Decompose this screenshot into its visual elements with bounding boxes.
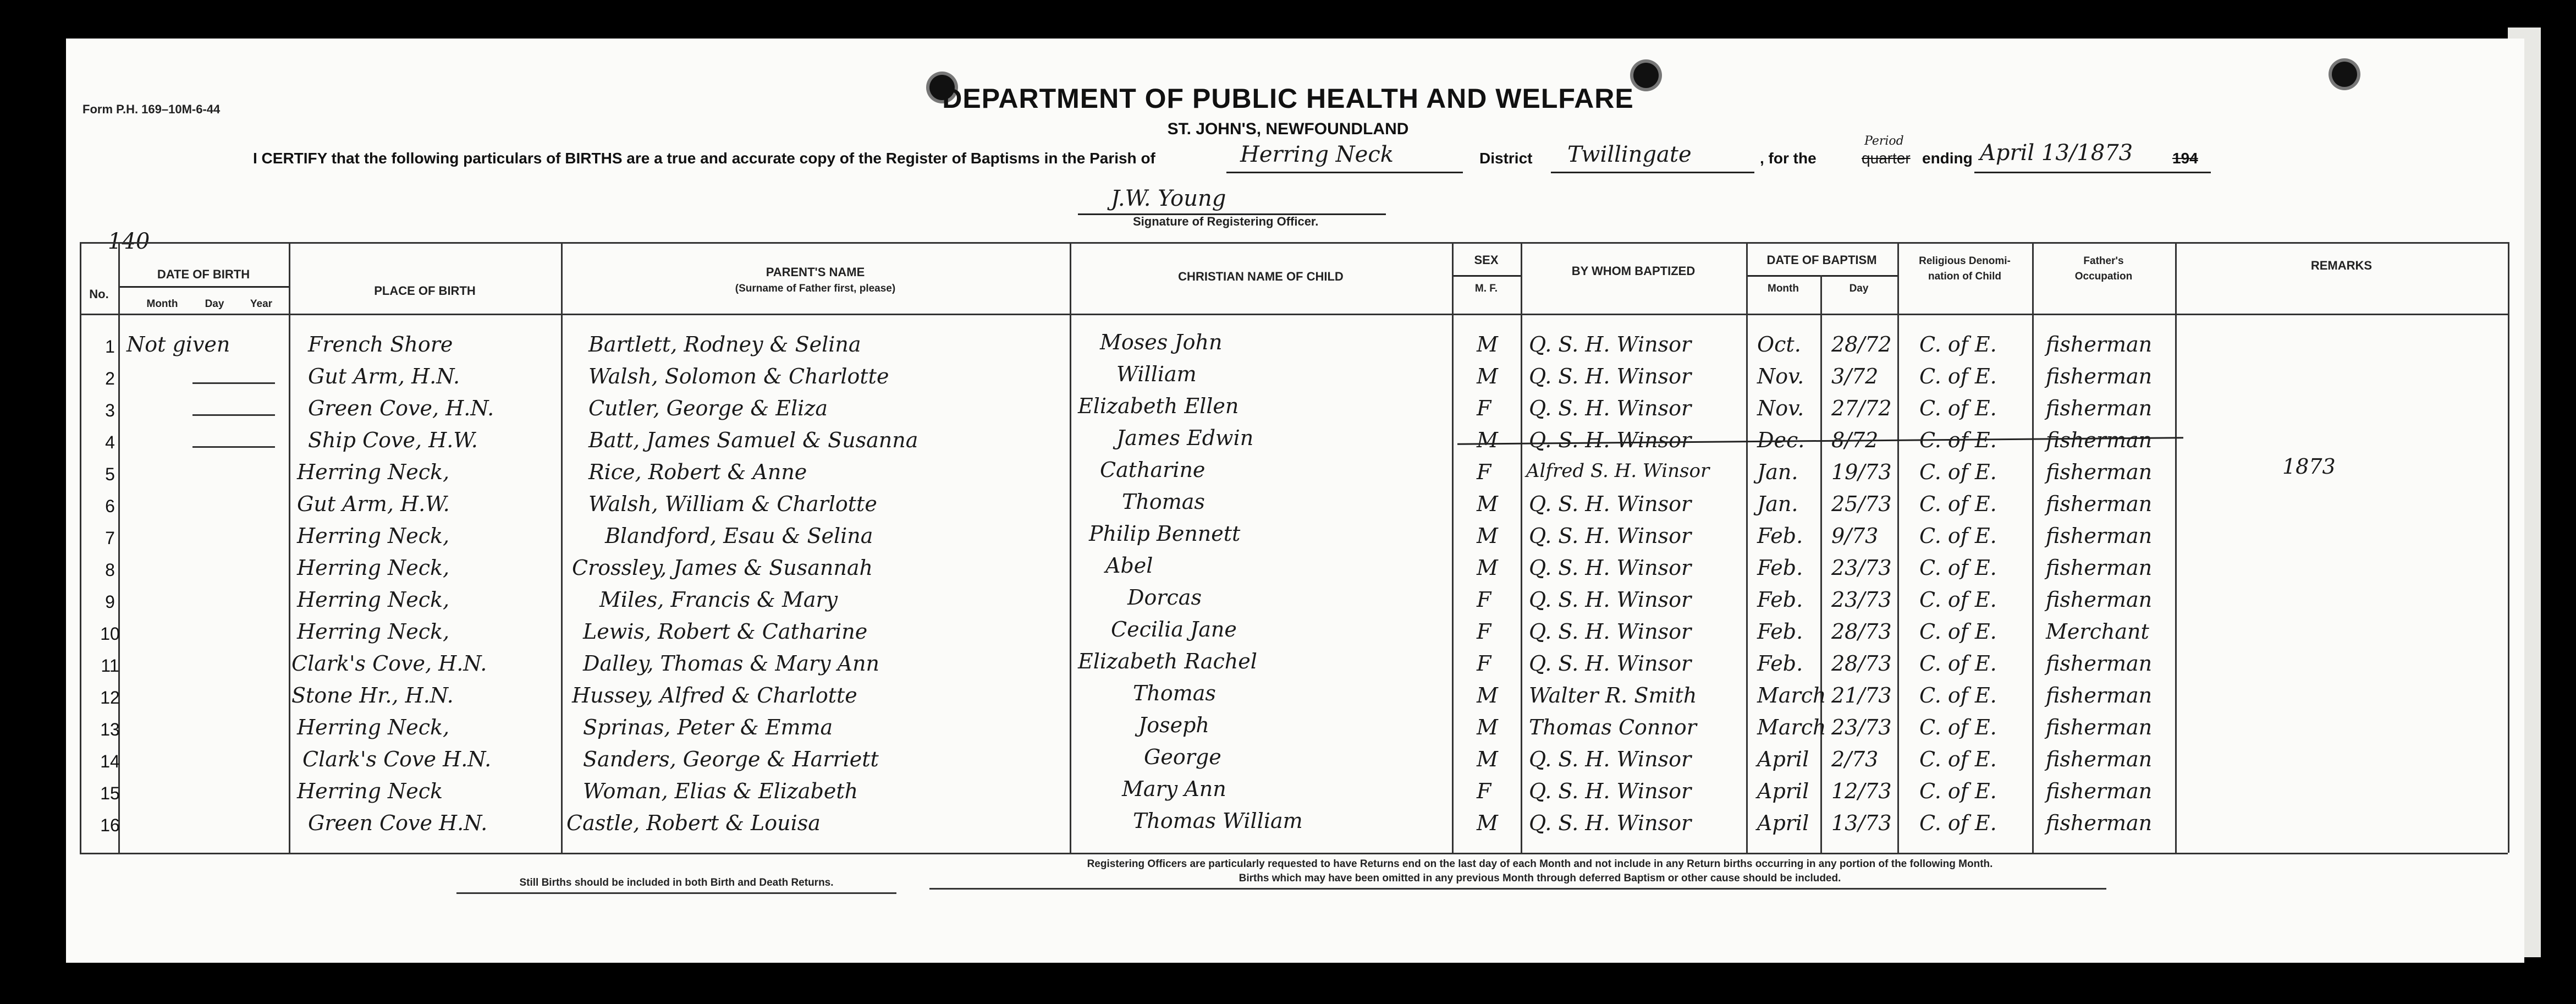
period-value: Period bbox=[1864, 134, 1904, 148]
baptized-by-cell: Alfred S. H. Winsor bbox=[1526, 460, 1710, 482]
margin-note: 140 bbox=[108, 229, 150, 254]
sex-cell: F bbox=[1477, 651, 1491, 676]
parents-cell: Lewis, Robert & Catharine bbox=[583, 619, 868, 644]
place-cell: Gut Arm, H.W. bbox=[297, 492, 450, 516]
place-cell: Herring Neck, bbox=[297, 588, 450, 612]
baptized-by-cell: Walter R. Smith bbox=[1529, 683, 1697, 707]
dob-cell: Not given bbox=[126, 332, 230, 356]
religion-cell: C. of E. bbox=[1919, 396, 1997, 420]
place-cell: Herring Neck, bbox=[297, 524, 450, 548]
baptism-month-cell: April bbox=[1757, 779, 1809, 803]
header-no: No. bbox=[89, 287, 109, 301]
baptized-by-cell: Q. S. H. Winsor bbox=[1529, 332, 1692, 356]
religion-cell: C. of E. bbox=[1919, 364, 1997, 388]
child-name-cell: Elizabeth Ellen bbox=[1078, 394, 1239, 418]
religion-cell: C. of E. bbox=[1919, 492, 1997, 516]
header-date-of-baptism: DATE OF BAPTISM bbox=[1766, 253, 1877, 267]
religion-cell: C. of E. bbox=[1919, 651, 1997, 676]
baptism-month-cell: April bbox=[1757, 811, 1809, 835]
baptized-by-cell: Q. S. H. Winsor bbox=[1529, 651, 1692, 676]
row-number: 15 bbox=[100, 783, 120, 803]
form-number: Form P.H. 169–10M-6-44 bbox=[82, 102, 221, 116]
header-dob-day: Day bbox=[205, 298, 224, 310]
religion-cell: C. of E. bbox=[1919, 747, 1997, 771]
baptism-month-cell: Nov. bbox=[1757, 364, 1804, 388]
row-number: 2 bbox=[105, 369, 115, 388]
table-bottom-border bbox=[80, 853, 2508, 854]
col-line bbox=[1452, 242, 1454, 853]
parish-underline bbox=[1226, 172, 1463, 173]
sex-cell: M bbox=[1477, 364, 1498, 388]
instructions-line-1: Registering Officers are particularly requested to have Returns end on the last day of each Month and not include in any Return births occurring in any portion of the following Month. bbox=[1087, 858, 1993, 870]
instructions-line-2: Births which may have been omitted in any previous Month through deferred Baptism or other cause should be included. bbox=[1239, 873, 1841, 884]
baptized-by-cell: Q. S. H. Winsor bbox=[1529, 556, 1692, 580]
baptized-by-cell: Q. S. H. Winsor bbox=[1529, 428, 1692, 452]
child-name-cell: Thomas bbox=[1122, 490, 1205, 514]
occupation-cell: fisherman bbox=[2046, 683, 2153, 707]
ending-label: ending bbox=[1922, 150, 1973, 167]
sex-cell: F bbox=[1477, 396, 1491, 420]
occupation-cell: fisherman bbox=[2046, 811, 2153, 835]
header-religion-1: Religious Denomi- bbox=[1919, 255, 2011, 267]
child-name-cell: Abel bbox=[1105, 553, 1153, 578]
parents-cell: Rice, Robert & Anne bbox=[588, 460, 807, 484]
religion-cell: C. of E. bbox=[1919, 460, 1997, 484]
child-name-cell: Joseph bbox=[1138, 713, 1209, 737]
religion-cell: C. of E. bbox=[1919, 779, 1997, 803]
baptism-month-cell: Feb. bbox=[1757, 588, 1803, 612]
place-cell: Ship Cove, H.W. bbox=[308, 428, 478, 452]
parish-value: Herring Neck bbox=[1240, 142, 1394, 167]
child-name-cell: James Edwin bbox=[1116, 426, 1254, 450]
row-number: 4 bbox=[105, 432, 115, 452]
sex-cell: M bbox=[1477, 492, 1498, 516]
occupation-cell: fisherman bbox=[2046, 651, 2153, 676]
row-number: 13 bbox=[100, 720, 120, 739]
parents-cell: Dalley, Thomas & Mary Ann bbox=[583, 651, 880, 676]
occupation-cell: fisherman bbox=[2046, 556, 2153, 580]
still-births-underline bbox=[456, 892, 896, 894]
baptism-day-cell: 12/73 bbox=[1831, 779, 1892, 803]
col-line bbox=[2032, 242, 2034, 853]
header-bottom-border bbox=[80, 314, 2508, 315]
parents-cell: Walsh, William & Charlotte bbox=[588, 492, 877, 516]
religion-cell: C. of E. bbox=[1919, 524, 1997, 548]
place-cell: Herring Neck, bbox=[297, 619, 450, 644]
religion-cell: C. of E. bbox=[1919, 811, 1997, 835]
religion-cell: C. of E. bbox=[1919, 619, 1997, 644]
department-subtitle: ST. JOHN'S, NEWFOUNDLAND bbox=[1167, 120, 1409, 138]
place-cell: Gut Arm, H.N. bbox=[308, 364, 460, 388]
religion-cell: C. of E. bbox=[1919, 588, 1997, 612]
baptism-month-cell: Jan. bbox=[1757, 460, 1798, 484]
sex-cell: F bbox=[1477, 779, 1491, 803]
header-parents-name-sub: (Surname of Father first, please) bbox=[735, 283, 896, 294]
header-sex-sub: M. F. bbox=[1474, 283, 1498, 294]
occupation-cell: fisherman bbox=[2046, 396, 2153, 420]
col-line bbox=[1521, 242, 1522, 853]
table-top-border bbox=[80, 242, 2508, 244]
religion-cell: C. of E. bbox=[1919, 715, 1997, 739]
baptism-month-cell: Feb. bbox=[1757, 524, 1803, 548]
baptism-day-cell: 21/73 bbox=[1831, 683, 1892, 707]
district-underline bbox=[1551, 172, 1754, 173]
col-line bbox=[1070, 242, 1071, 853]
header-occupation-1: Father's bbox=[2083, 255, 2124, 267]
baptism-month-cell: Feb. bbox=[1757, 556, 1803, 580]
parents-cell: Woman, Elias & Elizabeth bbox=[583, 779, 858, 803]
header-occupation-2: Occupation bbox=[2074, 271, 2133, 282]
occupation-cell: fisherman bbox=[2046, 524, 2153, 548]
header-place-of-birth: PLACE OF BIRTH bbox=[374, 284, 476, 298]
district-value: Twillingate bbox=[1567, 142, 1692, 167]
sex-cell: M bbox=[1477, 428, 1498, 452]
for-the-label: , for the bbox=[1760, 150, 1817, 167]
baptism-day-cell: 3/72 bbox=[1831, 364, 1879, 388]
parents-cell: Sprinas, Peter & Emma bbox=[583, 715, 833, 739]
child-name-cell: Moses John bbox=[1100, 330, 1223, 354]
baptized-by-cell: Thomas Connor bbox=[1529, 715, 1697, 739]
place-cell: Herring Neck bbox=[297, 779, 443, 803]
header-dob-month: Month bbox=[146, 298, 178, 310]
parents-cell: Walsh, Solomon & Charlotte bbox=[588, 364, 889, 388]
baptized-by-cell: Q. S. H. Winsor bbox=[1529, 588, 1692, 612]
baptism-day-cell: 25/73 bbox=[1831, 492, 1892, 516]
baptism-day-cell: 28/73 bbox=[1831, 651, 1892, 676]
still-births-note: Still Births should be included in both Birth and Death Returns. bbox=[519, 877, 834, 888]
baptized-by-cell: Q. S. H. Winsor bbox=[1529, 747, 1692, 771]
religion-cell: C. of E. bbox=[1919, 332, 1997, 356]
baptism-month-cell: March bbox=[1757, 715, 1826, 739]
col-line bbox=[561, 242, 563, 853]
baptism-day-cell: 28/73 bbox=[1831, 619, 1892, 644]
registering-officer-signature: J.W. Young bbox=[1111, 186, 1226, 211]
sex-cell: F bbox=[1477, 619, 1491, 644]
baptism-day-cell: 2/73 bbox=[1831, 747, 1879, 771]
certification-part1: I CERTIFY that the following particulars of BIRTHS are a true and accurate copy of the Register of Baptisms in the Parish of bbox=[253, 150, 1155, 167]
religion-cell: C. of E. bbox=[1919, 683, 1997, 707]
baptism-day-cell: 19/73 bbox=[1831, 460, 1892, 484]
row-number: 12 bbox=[100, 688, 120, 707]
baptism-day-cell: 23/73 bbox=[1831, 588, 1892, 612]
header-baptized-by: BY WHOM BAPTIZED bbox=[1571, 264, 1696, 278]
sex-cell: M bbox=[1477, 332, 1498, 356]
header-dob-year: Year bbox=[250, 298, 273, 310]
row-number: 11 bbox=[101, 656, 119, 676]
col-line bbox=[1820, 275, 1822, 853]
baptism-month-cell: Nov. bbox=[1757, 396, 1804, 420]
col-line bbox=[1746, 242, 1748, 853]
occupation-cell: fisherman bbox=[2046, 428, 2153, 452]
sex-cell: M bbox=[1477, 556, 1498, 580]
certification-text bbox=[253, 150, 1155, 167]
occupation-cell: fisherman bbox=[2046, 715, 2153, 739]
child-name-cell: Philip Bennett bbox=[1089, 522, 1241, 546]
baptized-by-cell: Q. S. H. Winsor bbox=[1529, 492, 1692, 516]
child-name-cell: William bbox=[1116, 362, 1197, 386]
col-line bbox=[2175, 242, 2177, 853]
baptism-day-cell: 8/72 bbox=[1831, 428, 1879, 452]
baptism-month-cell: Jan. bbox=[1757, 492, 1798, 516]
row-number: 1 bbox=[105, 337, 115, 356]
sex-cell: M bbox=[1477, 524, 1498, 548]
place-cell: Herring Neck, bbox=[297, 460, 450, 484]
baptism-day-cell: 28/72 bbox=[1831, 332, 1892, 356]
header-christian-name: CHRISTIAN NAME OF CHILD bbox=[1178, 270, 1344, 283]
dob-dash bbox=[192, 414, 275, 416]
occupation-cell: Merchant bbox=[2046, 619, 2149, 644]
col-line bbox=[1897, 242, 1899, 853]
sex-subheader-line bbox=[1452, 275, 1521, 277]
remarks-cell: 1873 bbox=[2282, 454, 2336, 479]
baptism-month-cell: Oct. bbox=[1757, 332, 1801, 356]
row-number: 3 bbox=[105, 400, 115, 420]
parents-cell: Cutler, George & Eliza bbox=[588, 396, 828, 420]
col-line bbox=[80, 242, 81, 853]
header-remarks: REMARKS bbox=[2310, 259, 2373, 272]
occupation-cell: fisherman bbox=[2046, 492, 2153, 516]
sex-cell: F bbox=[1477, 588, 1491, 612]
child-name-cell: Elizabeth Rachel bbox=[1078, 649, 1257, 673]
child-name-cell: Cecilia Jane bbox=[1111, 617, 1237, 641]
row-number: 14 bbox=[100, 751, 120, 771]
header-sex: SEX bbox=[1474, 253, 1499, 267]
row-number: 5 bbox=[105, 464, 115, 484]
place-cell: Clark's Cove, H.N. bbox=[291, 651, 487, 676]
parents-cell: Hussey, Alfred & Charlotte bbox=[572, 683, 857, 707]
parents-cell: Batt, James Samuel & Susanna bbox=[588, 428, 918, 452]
place-cell: Stone Hr., H.N. bbox=[291, 683, 454, 707]
place-cell: Green Cove H.N. bbox=[308, 811, 488, 835]
row-number: 7 bbox=[105, 528, 115, 548]
district-label: District bbox=[1479, 150, 1533, 167]
ending-underline bbox=[1974, 172, 2211, 173]
header-bap-month: Month bbox=[1768, 283, 1799, 294]
baptized-by-cell: Q. S. H. Winsor bbox=[1529, 364, 1692, 388]
row-number: 6 bbox=[105, 496, 115, 516]
baptism-day-cell: 9/73 bbox=[1831, 524, 1879, 548]
parents-cell: Crossley, James & Susannah bbox=[572, 556, 873, 580]
parents-cell: Bartlett, Rodney & Selina bbox=[588, 332, 861, 356]
parents-cell: Blandford, Esau & Selina bbox=[605, 524, 873, 548]
ending-date-value: April 13/1873 bbox=[1980, 140, 2133, 166]
sex-cell: M bbox=[1477, 683, 1498, 707]
child-name-cell: Thomas William bbox=[1133, 809, 1303, 833]
instructions-underline bbox=[929, 888, 2106, 890]
parents-cell: Miles, Francis & Mary bbox=[599, 588, 838, 612]
baptism-day-cell: 23/73 bbox=[1831, 556, 1892, 580]
signature-label: Signature of Registering Officer. bbox=[1133, 215, 1319, 228]
header-bap-day: Day bbox=[1849, 283, 1869, 294]
parents-cell: Sanders, George & Harriett bbox=[583, 747, 879, 771]
occupation-cell: fisherman bbox=[2046, 747, 2153, 771]
struck-year: 194 bbox=[2172, 150, 2198, 167]
occupation-cell: fisherman bbox=[2046, 364, 2153, 388]
sex-cell: M bbox=[1477, 811, 1498, 835]
occupation-cell: fisherman bbox=[2046, 779, 2153, 803]
row-number: 10 bbox=[100, 624, 120, 644]
place-cell: French Shore bbox=[308, 332, 453, 356]
baptized-by-cell: Q. S. H. Winsor bbox=[1529, 811, 1692, 835]
baptism-month-cell: Feb. bbox=[1757, 651, 1803, 676]
baptized-by-cell: Q. S. H. Winsor bbox=[1529, 396, 1692, 420]
place-cell: Herring Neck, bbox=[297, 556, 450, 580]
place-cell: Green Cove, H.N. bbox=[308, 396, 494, 420]
header-religion-2: nation of Child bbox=[1928, 271, 2001, 282]
baptism-month-cell: March bbox=[1757, 683, 1826, 707]
col-line bbox=[289, 242, 290, 853]
period-struck: quarter bbox=[1862, 150, 1911, 167]
place-cell: Herring Neck, bbox=[297, 715, 450, 739]
child-name-cell: George bbox=[1144, 745, 1221, 769]
sex-cell: M bbox=[1477, 715, 1498, 739]
row-number: 16 bbox=[100, 815, 120, 835]
baptism-month-cell: April bbox=[1757, 747, 1809, 771]
baptism-month-cell: Feb. bbox=[1757, 619, 1803, 644]
religion-cell: C. of E. bbox=[1919, 428, 1997, 452]
dob-dash bbox=[192, 382, 275, 384]
baptism-day-cell: 27/72 bbox=[1831, 396, 1892, 420]
baptized-by-cell: Q. S. H. Winsor bbox=[1529, 524, 1692, 548]
baptism-month-cell: Dec. bbox=[1757, 428, 1805, 452]
religion-cell: C. of E. bbox=[1919, 556, 1997, 580]
place-cell: Clark's Cove H.N. bbox=[302, 747, 492, 771]
child-name-cell: Mary Ann bbox=[1122, 777, 1226, 801]
sex-cell: F bbox=[1477, 460, 1491, 484]
row-number: 9 bbox=[105, 592, 115, 612]
child-name-cell: Catharine bbox=[1100, 458, 1206, 482]
child-name-cell: Dorcas bbox=[1127, 585, 1202, 610]
occupation-cell: fisherman bbox=[2046, 588, 2153, 612]
baptized-by-cell: Q. S. H. Winsor bbox=[1529, 619, 1692, 644]
parents-cell: Castle, Robert & Louisa bbox=[566, 811, 821, 835]
header-parents-name: PARENT'S NAME bbox=[766, 265, 865, 279]
sex-cell: M bbox=[1477, 747, 1498, 771]
row-number: 8 bbox=[105, 560, 115, 580]
occupation-cell: fisherman bbox=[2046, 460, 2153, 484]
baptism-day-cell: 13/73 bbox=[1831, 811, 1892, 835]
baptism-day-cell: 23/73 bbox=[1831, 715, 1892, 739]
dob-dash bbox=[192, 446, 275, 448]
dob-subheader-line bbox=[118, 286, 289, 288]
header-date-of-birth: DATE OF BIRTH bbox=[157, 267, 250, 281]
child-name-cell: Thomas bbox=[1133, 681, 1216, 705]
col-line bbox=[2508, 242, 2509, 853]
department-title: DEPARTMENT OF PUBLIC HEALTH AND WELFARE bbox=[942, 83, 1634, 114]
occupation-cell: fisherman bbox=[2046, 332, 2153, 356]
baptized-by-cell: Q. S. H. Winsor bbox=[1529, 779, 1692, 803]
